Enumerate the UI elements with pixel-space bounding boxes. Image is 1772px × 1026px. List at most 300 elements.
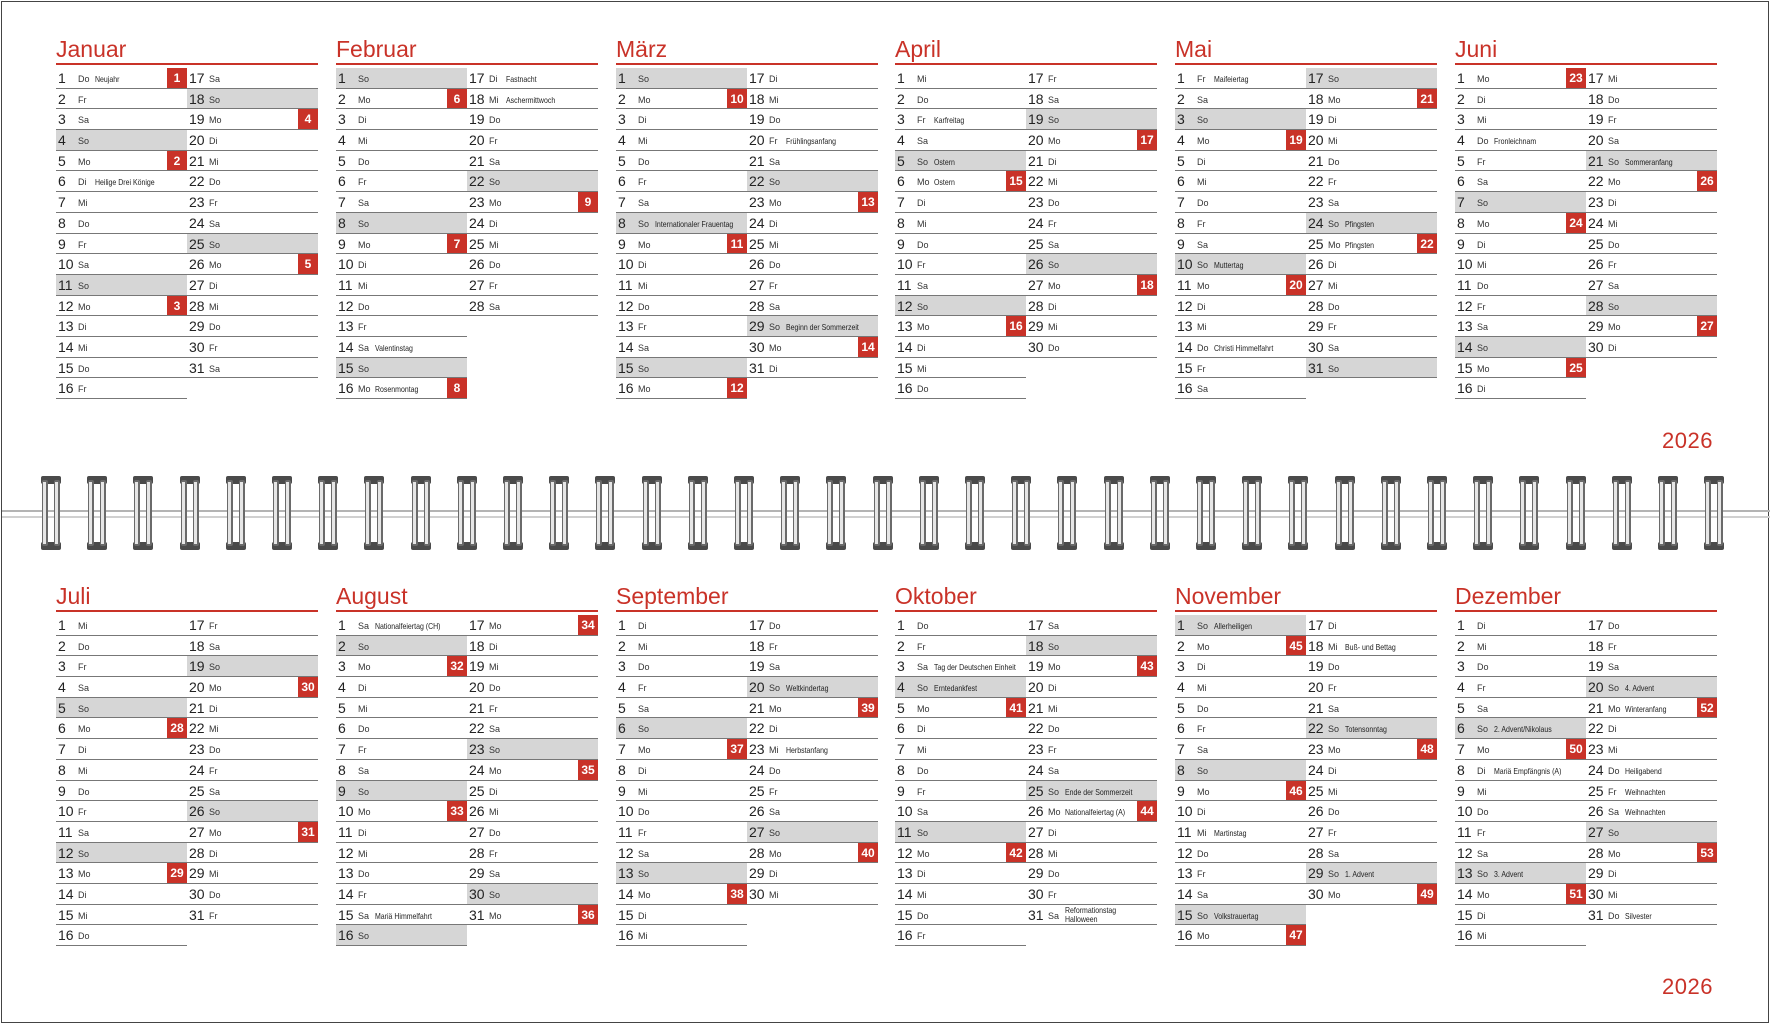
day-row [1306,739,1437,760]
day-number: 27 [749,276,765,293]
day-row [336,213,467,234]
weekday-abbr: Di [638,765,647,776]
holiday-label-line: Ende der Sommerzeit [1065,786,1133,797]
weekday-abbr: Do [1477,662,1489,673]
day-number: 11 [618,823,633,840]
weekday-abbr: Mi [1048,848,1058,859]
day-number: 25 [469,235,485,252]
day-number: 26 [1028,256,1044,273]
weekday-abbr: Di [78,322,87,333]
day-number: 3 [1177,111,1185,128]
day-row [1586,863,1717,884]
day-row [1026,905,1157,926]
holiday-label-line: Fronleichnam [1494,136,1537,147]
weekday-abbr: Di [1477,94,1486,105]
day-number: 8 [1457,214,1465,231]
weekday-abbr: Do [1048,198,1060,209]
day-number: 24 [1028,214,1044,231]
month-title: Oktober [895,583,977,609]
day-row [616,863,747,884]
weekday-abbr: Di [358,827,367,838]
spiral-binding-ring-icon [641,476,663,550]
day-row [1175,884,1306,905]
day-number: 3 [58,658,66,675]
day-number: 29 [1308,318,1324,335]
day-number: 21 [189,152,205,169]
day-number: 9 [58,782,66,799]
day-row [336,843,467,864]
day-row [56,358,187,379]
week-number-badge: 35 [578,760,598,780]
day-number: 11 [1457,823,1472,840]
day-row [467,192,598,213]
day-row [1455,254,1586,275]
weekday-abbr: Sa [1328,342,1340,353]
weekday-abbr: Mi [1608,218,1618,229]
holiday-label [786,322,859,332]
day-row [1026,316,1157,337]
day-column-17-31 [747,68,878,378]
weekday-abbr: Do [358,301,370,312]
holiday-label [786,136,836,146]
weekday-abbr: Mo [1197,786,1210,797]
day-number: 6 [618,720,626,737]
day-row [1026,296,1157,317]
weekday-abbr: Mi [769,889,779,900]
weekday-abbr: Fr [917,931,926,942]
day-number: 21 [1588,152,1604,169]
day-number: 29 [1028,865,1044,882]
weekday-abbr: Di [1328,115,1337,126]
spiral-binding-ring-icon [1703,476,1725,550]
day-number: 15 [58,906,74,923]
day-number: 14 [58,885,74,902]
weekday-abbr: Sa [769,807,781,818]
weekday-abbr: Sa [1048,94,1060,105]
day-row [747,636,878,657]
day-row [1026,636,1157,657]
day-number: 26 [1308,803,1324,820]
weekday-abbr: Do [1608,910,1620,921]
day-row [1306,656,1437,677]
weekday-abbr: Mi [358,848,368,859]
holiday-label-line: Herbstanfang [786,745,828,756]
day-number: 13 [58,318,74,335]
day-row [1586,801,1717,822]
weekday-abbr: Mo [1328,239,1341,250]
day-number: 26 [189,803,205,820]
weekday-abbr: Sa [1048,621,1060,631]
week-number-badge: 53 [1697,843,1717,863]
day-number: 31 [189,906,205,923]
day-row [467,109,598,130]
weekday-abbr: Di [1328,765,1337,776]
day-number: 26 [749,803,765,820]
weekday-abbr: Do [1048,342,1060,353]
day-number: 19 [189,111,205,128]
day-row [895,151,1026,172]
weekday-abbr: Fr [209,765,218,776]
year-label-bottom: 2026 [1662,974,1713,999]
holiday-label [95,74,119,84]
weekday-abbr: Di [1608,198,1617,209]
weekday-abbr: Fr [1477,827,1486,838]
spiral-binding-ring-icon [687,476,709,550]
weekday-abbr: So [489,177,501,188]
day-column-1-16 [895,615,1026,946]
day-number: 10 [1177,803,1193,820]
week-number-badge: 21 [1417,89,1437,109]
day-number: 8 [58,214,66,231]
day-number: 28 [1308,297,1324,314]
day-number: 5 [1457,699,1465,716]
weekday-abbr: So [1328,363,1340,374]
day-number: 23 [1308,194,1324,211]
day-row [1455,275,1586,296]
day-row [1175,615,1306,636]
weekday-abbr: So [917,827,929,838]
day-row [1586,316,1717,337]
day-row [895,698,1026,719]
day-number: 23 [1588,741,1604,758]
day-number: 12 [1457,297,1473,314]
holiday-label-line: 2. Advent/Nikolaus [1494,724,1552,735]
holiday-label [934,177,955,187]
day-row [56,296,187,317]
day-number: 3 [897,111,905,128]
day-number: 18 [1308,637,1324,654]
weekday-abbr: Mi [358,703,368,714]
weekday-abbr: Di [1048,301,1057,312]
month-title: August [336,583,408,609]
weekday-abbr: Do [1608,94,1620,105]
day-row [56,739,187,760]
day-number: 27 [189,276,205,293]
weekday-abbr: Fr [209,910,218,921]
week-number-badge: 14 [858,337,878,357]
day-number: 10 [58,256,74,273]
weekday-abbr: Fr [1197,724,1206,735]
day-number: 27 [1308,823,1324,840]
day-row [56,925,187,946]
weekday-abbr: So [1608,301,1620,312]
day-number: 18 [469,637,485,654]
day-row [895,863,1026,884]
day-number: 13 [618,865,634,882]
day-number: 7 [1457,741,1465,758]
day-number: 7 [338,194,346,211]
weekday-abbr: Fr [209,342,218,353]
holiday-label-line-2: Halloween [1065,913,1098,924]
day-row [616,698,747,719]
day-number: 8 [1457,761,1465,778]
weekday-abbr: Do [358,869,370,880]
day-number: 11 [338,823,353,840]
day-row [1026,109,1157,130]
day-row [895,275,1026,296]
day-row [1306,192,1437,213]
day-row [1306,822,1437,843]
weekday-abbr: Do [78,363,90,374]
day-row [616,234,747,255]
day-row [747,760,878,781]
holiday-label-line: Mariä Empfängnis (A) [1494,765,1562,776]
day-row [56,234,187,255]
weekday-abbr: Do [769,260,781,271]
day-number: 26 [469,803,485,820]
weekday-abbr: Sa [917,807,929,818]
day-number: 29 [1588,865,1604,882]
day-number: 25 [189,235,205,252]
weekday-abbr: Do [1328,807,1340,818]
weekday-abbr: Fr [489,848,498,859]
holiday-label [506,95,555,105]
weekday-abbr: Sa [769,156,781,167]
weekday-abbr: Sa [638,848,650,859]
day-number: 2 [338,90,346,107]
weekday-abbr: Mo [1477,889,1490,900]
day-number: 7 [897,194,905,211]
weekday-abbr: Mo [78,301,91,312]
day-number: 21 [1308,152,1324,169]
weekday-abbr: Mo [1608,322,1621,333]
day-number: 4 [338,679,346,696]
day-row [336,781,467,802]
week-number-badge: 15 [1006,171,1026,191]
weekday-abbr: Mo [1477,218,1490,229]
day-row [895,801,1026,822]
day-row [1175,68,1306,89]
day-row [1586,884,1717,905]
day-number: 6 [58,173,66,190]
week-number-badge: 16 [1006,316,1026,336]
weekday-abbr: So [1197,765,1209,776]
weekday-abbr: Mo [1608,177,1621,188]
week-number-badge: 9 [578,192,598,212]
day-row [1175,358,1306,379]
day-row [895,109,1026,130]
week-number-badge: 20 [1286,275,1306,295]
day-row [1586,130,1717,151]
spiral-binding-ring-icon [964,476,986,550]
week-number-badge: 5 [298,254,318,274]
weekday-abbr: Mi [78,342,88,353]
day-row [336,636,467,657]
weekday-abbr: Mo [917,322,930,333]
day-row [1306,884,1437,905]
day-row [1026,615,1157,636]
day-row [747,822,878,843]
day-row [336,925,467,946]
day-row [1026,884,1157,905]
day-row [467,89,598,110]
holiday-label [1065,807,1125,817]
day-row [187,68,318,89]
day-number: 4 [1177,132,1185,149]
day-number: 5 [897,699,905,716]
weekday-abbr: Fr [638,177,647,188]
day-number: 5 [338,152,346,169]
day-number: 27 [1028,823,1044,840]
day-row [1175,378,1306,399]
spiral-binding-ring-icon [225,476,247,550]
day-row [1175,171,1306,192]
day-number: 7 [1177,741,1185,758]
day-number: 16 [338,927,354,944]
weekday-abbr: Fr [769,641,778,652]
weekday-abbr: Mi [78,198,88,209]
weekday-abbr: Di [489,641,498,652]
day-row [895,822,1026,843]
day-number: 29 [749,318,765,335]
day-row [336,718,467,739]
spiral-binding [2,470,1770,558]
day-row [336,68,467,89]
day-number: 3 [338,658,346,675]
day-column-17-31 [747,615,878,905]
weekday-abbr: Mi [769,239,779,250]
day-row [1306,760,1437,781]
day-number: 17 [1308,70,1324,86]
day-row [1175,801,1306,822]
holiday-label [1625,807,1666,817]
day-number: 8 [338,214,346,231]
day-row [187,109,318,130]
weekday-abbr: Do [358,156,370,167]
day-number: 4 [618,132,626,149]
month-title: September [616,583,729,609]
day-number: 7 [897,741,905,758]
day-number: 11 [1177,276,1192,293]
day-number: 4 [618,679,626,696]
weekday-abbr: Fr [638,322,647,333]
day-row [1306,296,1437,317]
day-number: 13 [338,318,354,335]
weekday-abbr: Sa [638,198,650,209]
holiday-label-line: Ostern [934,156,955,167]
day-number: 23 [1588,194,1604,211]
holiday-label-line: Totensonntag [1345,724,1387,735]
day-row [1175,254,1306,275]
day-number: 22 [469,720,485,737]
day-row [1586,656,1717,677]
day-row [187,760,318,781]
day-number: 1 [58,70,66,86]
day-row [467,296,598,317]
weekday-abbr: Fr [917,115,926,126]
day-row [1175,316,1306,337]
day-row [1455,192,1586,213]
day-row [1175,151,1306,172]
weekday-abbr: Sa [78,683,90,694]
day-number: 12 [338,297,354,314]
day-row [895,192,1026,213]
week-number-badge: 26 [1697,171,1717,191]
weekday-abbr: Fr [638,827,647,838]
spiral-binding-ring-icon [1287,476,1309,550]
spiral-binding-ring-icon [317,476,339,550]
day-number: 19 [1028,111,1044,128]
day-number: 7 [618,194,626,211]
weekday-abbr: Fr [78,807,87,818]
weekday-abbr: Mi [638,280,648,291]
day-row [1586,254,1717,275]
weekday-abbr: Mi [209,156,219,167]
day-number: 13 [897,318,913,335]
day-number: 8 [1177,761,1185,778]
weekday-abbr: Sa [638,342,650,353]
day-number: 14 [1177,885,1193,902]
spiral-binding-ring-icon [456,476,478,550]
day-number: 5 [618,152,626,169]
day-number: 19 [1028,658,1044,675]
weekday-abbr: So [638,724,650,735]
weekday-abbr: So [769,827,781,838]
holiday-label-line: Internationaler Frauentag [655,218,734,229]
week-number-badge: 50 [1566,739,1586,759]
day-number: 6 [338,173,346,190]
weekday-abbr: So [209,239,221,250]
day-row [1455,89,1586,110]
day-row [187,801,318,822]
day-number: 6 [1457,173,1465,190]
day-row [187,698,318,719]
day-number: 2 [58,637,66,654]
day-number: 18 [1588,637,1604,654]
day-number: 9 [1177,235,1185,252]
month-title-rule [1455,610,1717,612]
day-row [895,656,1026,677]
month-title: Mai [1175,36,1213,62]
weekday-abbr: Mo [1328,889,1341,900]
day-number: 19 [1308,111,1324,128]
weekday-abbr: Fr [358,745,367,756]
holiday-label-line: Buß- und Bettag [1345,641,1396,652]
day-row [1306,254,1437,275]
day-row [1586,275,1717,296]
holiday-label [786,683,828,693]
day-row [895,171,1026,192]
weekday-abbr: Sa [1197,384,1209,395]
weekday-abbr: Do [209,322,221,333]
day-row [1455,863,1586,884]
weekday-abbr: Fr [917,786,926,797]
day-row [56,316,187,337]
day-row [1586,68,1717,89]
day-number: 4 [338,132,346,149]
day-number: 21 [749,152,765,169]
day-number: 19 [749,658,765,675]
weekday-abbr: Di [1477,765,1486,776]
day-number: 8 [618,761,626,778]
day-number: 5 [1457,152,1465,169]
weekday-abbr: Do [1197,703,1209,714]
weekday-abbr: Mi [1328,136,1338,147]
weekday-abbr: Di [638,260,647,271]
day-row [187,296,318,317]
weekday-abbr: So [769,322,781,333]
day-row [467,801,598,822]
day-column-1-16 [56,615,187,946]
spiral-binding-ring-icon [1426,476,1448,550]
day-number: 23 [749,741,765,758]
day-row [467,656,598,677]
day-row [1175,843,1306,864]
day-row [467,698,598,719]
day-row [1306,316,1437,337]
day-row [336,234,467,255]
day-row [1026,718,1157,739]
